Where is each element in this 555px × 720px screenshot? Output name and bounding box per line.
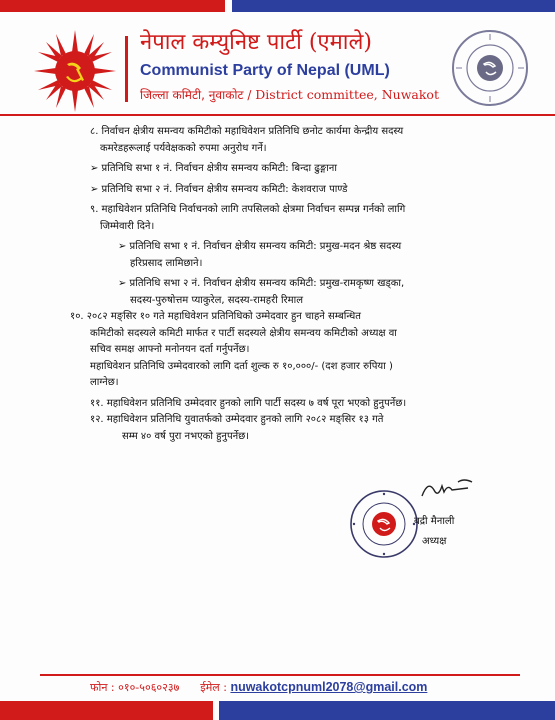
letter-body — [70, 124, 475, 445]
footer-contact — [90, 680, 427, 695]
body-line: ➢ प्रतिनिधि सभा १ नं. निर्वाचन क्षेत्रीय समन्वय कमिटी: बिन्दा ढुङ्गाना — [90, 163, 337, 174]
handwritten-signature-icon — [418, 476, 478, 504]
district-english: District committee, Nuwakot — [255, 87, 439, 102]
body-line: कमरेडहरूलाई पर्यवेक्षकको रुपमा अनुरोध गर्ने। — [100, 142, 267, 154]
body-line: जिम्मेवारी दिने। — [100, 220, 155, 232]
header-rule — [0, 114, 555, 116]
top-blue-band — [232, 0, 555, 12]
body-line: ११. महाधिवेशन प्रतिनिधि उम्मेदवार हुनको लागि पार्टी सदस्य ७ वर्ष पूरा भएको हुनुपर्नेछ। — [90, 397, 407, 409]
body-line: सचिव समक्ष आफ्नो मनोनयन दर्ता गर्नुपर्नेछ। — [90, 344, 250, 355]
district-nepali: जिल्ला कमिटी, नुवाकोट / — [140, 88, 252, 102]
party-sun-logo-icon — [34, 30, 116, 112]
body-line: ९. महाधिवेशन प्रतिनिधि निर्वाचनको लागि तपसिलको क्षेत्रमा निर्वाचन सम्पन्न गर्नको लागि — [90, 204, 406, 215]
district-committee-line — [140, 86, 439, 103]
party-name-nepali: नेपाल कम्युनिष्ट पार्टी (एमाले) — [140, 30, 372, 55]
committee-stamp-icon — [348, 488, 420, 560]
body-line: ➢ प्रतिनिधि सभा २ नं. निर्वाचन क्षेत्रीय समन्वय कमिटी: केशवराज पाण्डे — [90, 183, 348, 195]
top-red-band — [0, 0, 225, 12]
committee-seal-icon — [450, 28, 530, 108]
body-line: ➢ प्रतिनिधि सभा १ नं. निर्वाचन क्षेत्रीय समन्वय कमिटी: प्रमुख-मदन श्रेष्ठ सदस्य — [118, 241, 402, 252]
body-line: महाधिवेशन प्रतिनिधि उम्मेदवारको लागि दर्ता शुल्क रु १०,०००/- (दश हजार रुपिया ) — [90, 360, 393, 372]
header-divider — [125, 36, 128, 102]
signatory-name: बद्री मैनाली — [414, 516, 455, 527]
body-line: ➢ प्रतिनिधि सभा २ नं. निर्वाचन क्षेत्रीय समन्वय कमिटी: प्रमुख-रामकृष्ण खड्का, — [118, 278, 405, 289]
footer-email-label: ईमेल : — [200, 681, 227, 694]
body-line: १२. महाधिवेशन प्रतिनिधि युवातर्फको उम्मेदवार हुनको लागि २०८२ मङ्सिर १३ गते — [90, 414, 384, 425]
bottom-red-band — [0, 701, 213, 720]
footer-phone: फोन : ०१०-५०६०२३७ — [90, 681, 180, 694]
signatory-title: अध्यक्ष — [422, 536, 447, 547]
party-name-english: Communist Party of Nepal (UML) — [140, 62, 390, 79]
body-line: लाग्नेछ। — [90, 377, 119, 388]
body-line: सदस्य-पुरुषोत्तम प्याकुरेल, सदस्य-रामहरी रिमाल — [130, 294, 304, 306]
footer-rule — [40, 674, 520, 676]
bottom-blue-band — [219, 701, 555, 720]
footer-email-link[interactable]: nuwakotcpnuml2078@gmail.com — [230, 680, 428, 694]
signatory-block — [414, 512, 454, 552]
body-line: सम्म ४० वर्ष पुरा नभएको हुनुपर्नेछ। — [122, 430, 249, 442]
body-line: कमिटीको सदस्यले कमिटी मार्फत र पार्टी सदस्यले क्षेत्रीय समन्वय कमिटीको अध्यक्ष वा — [90, 327, 397, 339]
body-line: ८. निर्वाचन क्षेत्रीय समन्वय कमिटीको महाधिवेशन प्रतिनिधि छनोट कार्यमा केन्द्रीय सदस्य — [90, 126, 404, 137]
body-line: हरिप्रसाद लामिछाने। — [130, 257, 203, 269]
body-line: १०. २०८२ मङ्सिर १० गते महाधिवेशन प्रतिनिधिको उम्मेदवार हुन चाहने सम्बन्धित — [70, 311, 361, 322]
